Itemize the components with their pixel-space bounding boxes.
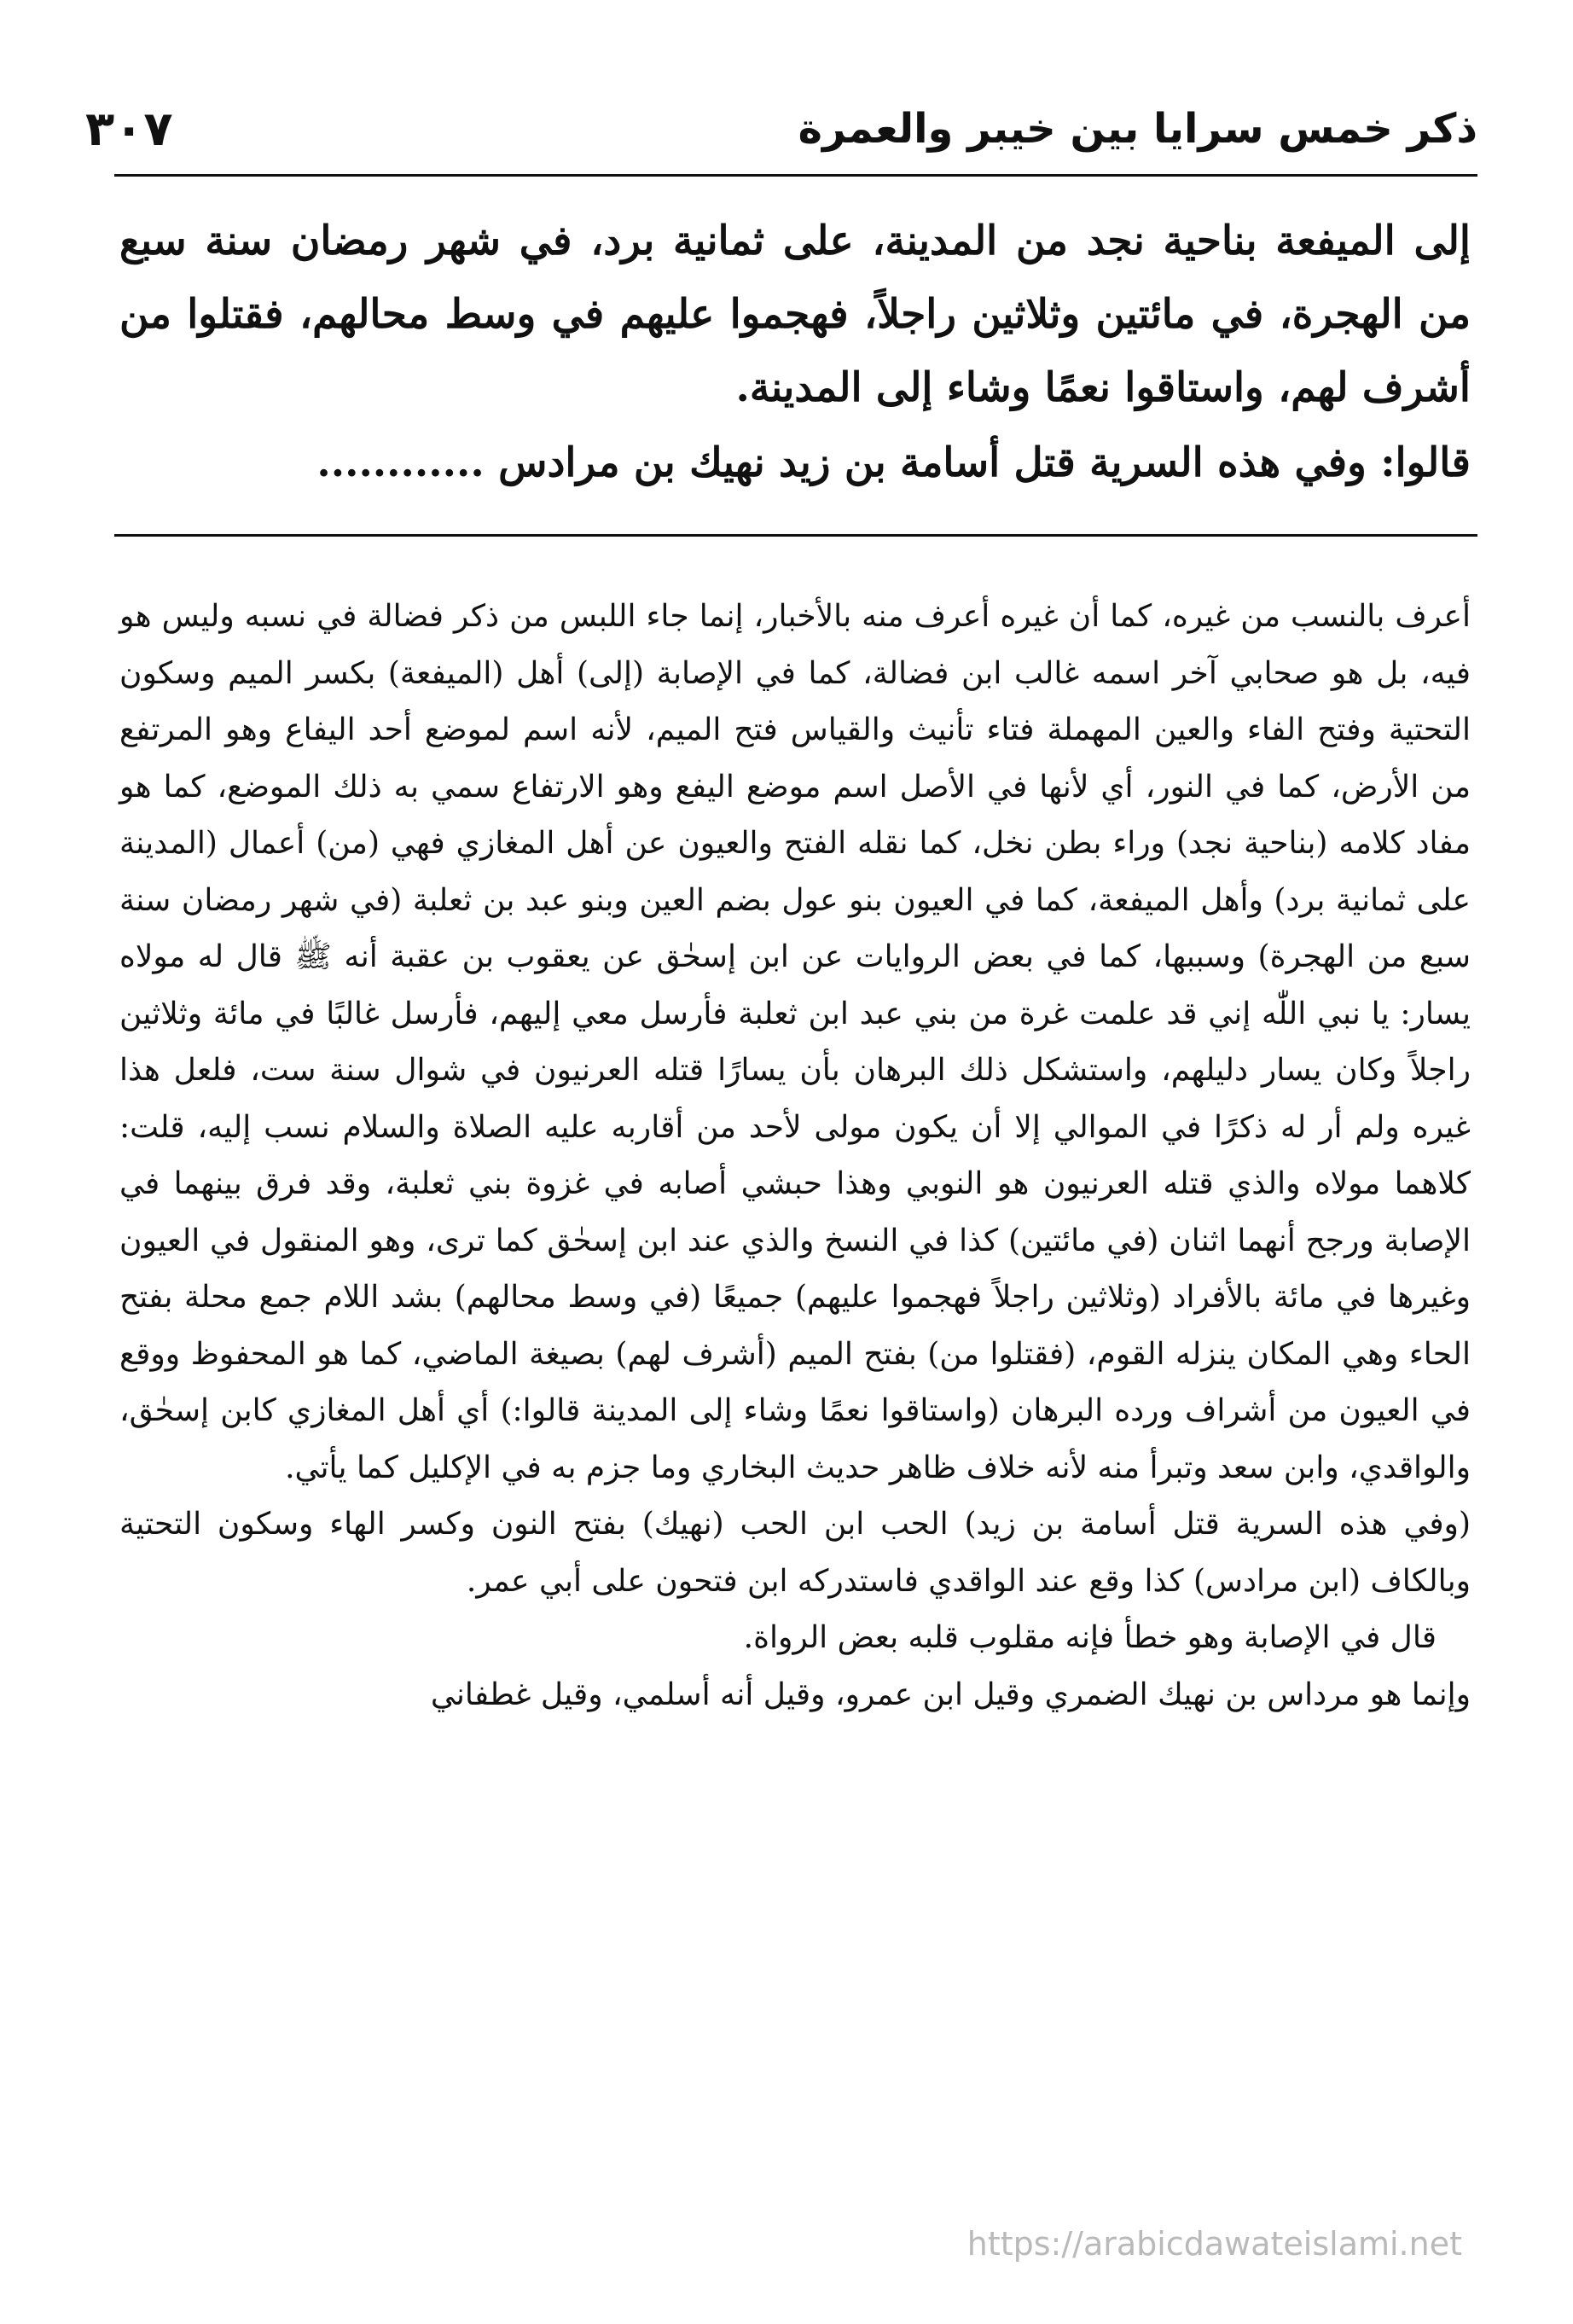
commentary-divider: [114, 534, 1477, 537]
commentary-paragraph-1: أعرف بالنسب من غيره، كما أن غيره أعرف منه بالأخبار، إنما جاء اللبس من ذكر فضالة في نسبه وليس هو فيه، بل هو صحابي آخر اسمه غالب ابن فضالة، كما في الإصابة (إلى) أهل (الميفعة) بكسر الميم وسكون التحتية وفتح الفاء والعين المهملة فتاء تأنيث والقياس فتح الميم، لأنه اسم لموضع أحد اليفاع وهو المرتفع من الأرض، كما في النور، أي لأنها في الأصل اسم موضع اليفع وهو الارتفاع سمي به ذلك الموضع، كما هو مفاد كلامه (بناحية نجد) وراء بطن نخل، كما نقله الفتح والعيون عن أهل المغازي فهي (من) أعمال (المدينة على ثمانية برد) وأهل الميفعة، كما في العيون بنو عول بضم العين وبنو عبد بن ثعلبة (في شهر رمضان سنة سبع من الهجرة) وسببها، كما في بعض الروايات عن ابن إسحٰق عن يعقوب بن عقبة أنه ﷺ قال له مولاه يسار: يا نبي اللّٰه إني قد علمت غرة من بني عبد ابن ثعلبة فأرسل معي إليهم، فأرسل غالبًا في مائة وثلاثين راجلاً وكان يسار دليلهم، واستشكل ذلك البرهان بأن يسارًا قتله العرنيون في شوال سنة ست، فلعل هذا غيره ولم أر له ذكرًا في الموالي إلا أن يكون مولى لأحد من أقاربه عليه الصلاة والسلام نسب إليه، قلت: كلاهما مولاه والذي قتله العرنيون هو النوبي وهذا حبشي أصابه في غزوة بني ثعلبة، وقد فرق بينهما في الإصابة ورجح أنهما اثنان (في مائتين) كذا في النسخ والذي عند ابن إسحٰق كما ترى، وهو المنقول في العيون وغيرها في مائة بالأفراد (وثلاثين راجلاً فهجموا عليهم) جميعًا (في وسط محالهم) بشد اللام جمع محلة بفتح الحاء وهي المكان ينزله القوم، (فقتلوا من) بفتح الميم (أشرف لهم) بصيغة الماضي، كما هو المحفوظ ووقع في العيون من أشراف ورده البرهان (واستاقوا نعمًا وشاء إلى المدينة قالوا:) أي أهل المغازي كابن إسحٰق، والواقدي، وابن سعد وتبرأ منه لأنه خلاف ظاهر حديث البخاري وما جزم به في الإكليل كما يأتي.: [119, 599, 1471, 1485]
page-number: ٣٠٧: [85, 101, 173, 157]
watermark-url: https://arabicdawateislami.net: [966, 2225, 1462, 2263]
commentary-text: [119, 589, 1471, 1723]
commentary-paragraph-4: وإنما هو مرداس بن نهيك الضمري وقيل ابن عمرو، وقيل أنه أسلمي، وقيل غطفاني: [430, 1676, 1471, 1712]
main-lead-line: قالوا: وفي هذه السرية قتل أسامة بن زيد نهيك بن مرادس ............: [316, 439, 1471, 486]
header-rule: [114, 174, 1477, 177]
commentary-paragraph-2: (وفي هذه السرية قتل أسامة بن زيد) الحب ابن الحب (نهيك) بفتح النون وكسر الهاء وسكون التحتية وبالكاف (ابن مرادس) كذا وقع عند الواقدي فاستدركه ابن فتحون على أبي عمر.: [119, 1507, 1471, 1599]
commentary-paragraph-3: قال في الإصابة وهو خطأ فإنه مقلوب قلبه بعض الرواة.: [743, 1620, 1437, 1655]
page-header: [85, 82, 1477, 176]
running-title: ذكر خمس سرايا بين خيبر والعمرة: [798, 105, 1477, 153]
main-paragraph: إلى الميفعة بناحية نجد من المدينة، على ثمانية برد، في شهر رمضان سنة سبع من الهجرة، في مائتين وثلاثين راجلاً، فهجموا عليهم في وسط محالهم، فقتلوا من أشرف لهم، واستاقوا نعمًا وشاء إلى المدينة.: [119, 218, 1471, 411]
main-text: [119, 205, 1471, 500]
